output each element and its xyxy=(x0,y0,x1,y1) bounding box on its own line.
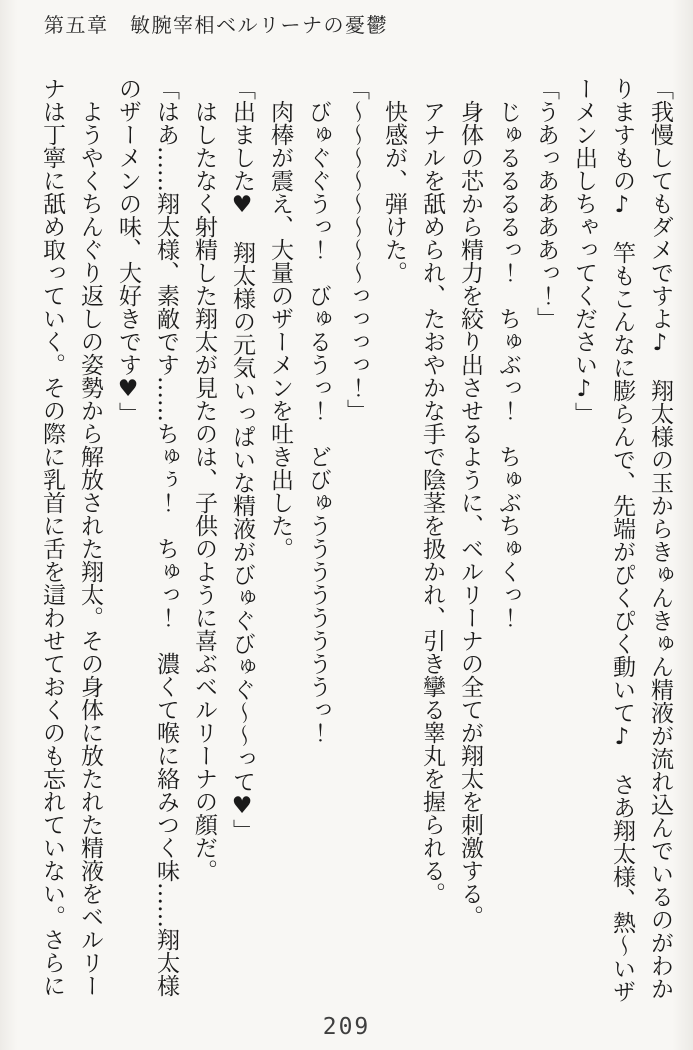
paragraph: 身体の芯から精力を絞り出させるように、ベルリーナの全てが翔太を刺激する。 xyxy=(457,100,483,928)
paragraph: アナルを舐められ、たおやかな手で陰茎を扱かれ、引き攣る睾丸を握られる。 xyxy=(419,100,445,905)
paragraph: 快感が、弾けた。 xyxy=(381,100,407,284)
paragraph: 「我慢してもダメですよ♪ 翔太様の玉からきゅんきゅん精液が流れ込んでいるのがわかりますもの♪ 竿もこんなに膨らんで、先端がぴくぴく動いて♪ さあ翔太様、熱〜いザーメン出しちゃってください♪」 xyxy=(571,77,673,1003)
body-text xyxy=(33,77,679,1009)
paragraph: 「出ました♥ 翔太様の元気いっぱいな精液がびゅぐびゅぐ〜〜って♥」 xyxy=(229,77,255,842)
paragraph: ようやくちんぐり返しの姿勢から解放された翔太。その身体に放たれた精液をベルリーナは丁寧に舐め取っていく。その際に乳首に舌を這わせておくのも忘れていない。さらに xyxy=(39,77,103,997)
paragraph: 「はあ……翔太様、素敵です……ちゅぅ！ ちゅっ！ 濃くて喉に絡みつく味……翔太様のザーメンの味、大好きです♥」 xyxy=(115,77,179,997)
chapter-header: 第五章 敏腕宰相ベルリーナの憂鬱 xyxy=(44,13,388,37)
page-number: 209 xyxy=(322,1014,371,1040)
paragraph: じゅるるるるっ！ ちゅぶっ！ ちゅぶちゅくっ！ xyxy=(495,100,521,629)
paragraph: 「〜〜〜〜〜〜〜〜っっっっ！」 xyxy=(343,77,369,422)
paragraph: 肉棒が震え、大量のザーメンを吐き出した。 xyxy=(267,100,293,560)
paragraph: 「うあっああああっ！」 xyxy=(533,77,559,330)
paragraph: はしたなく射精した翔太が見たのは、子供のように喜ぶベルリーナの顔だ。 xyxy=(191,100,217,882)
paragraph: びゅぐぐうっ！ びゅるうっ！ どびゅううううううううっ！ xyxy=(305,100,331,744)
